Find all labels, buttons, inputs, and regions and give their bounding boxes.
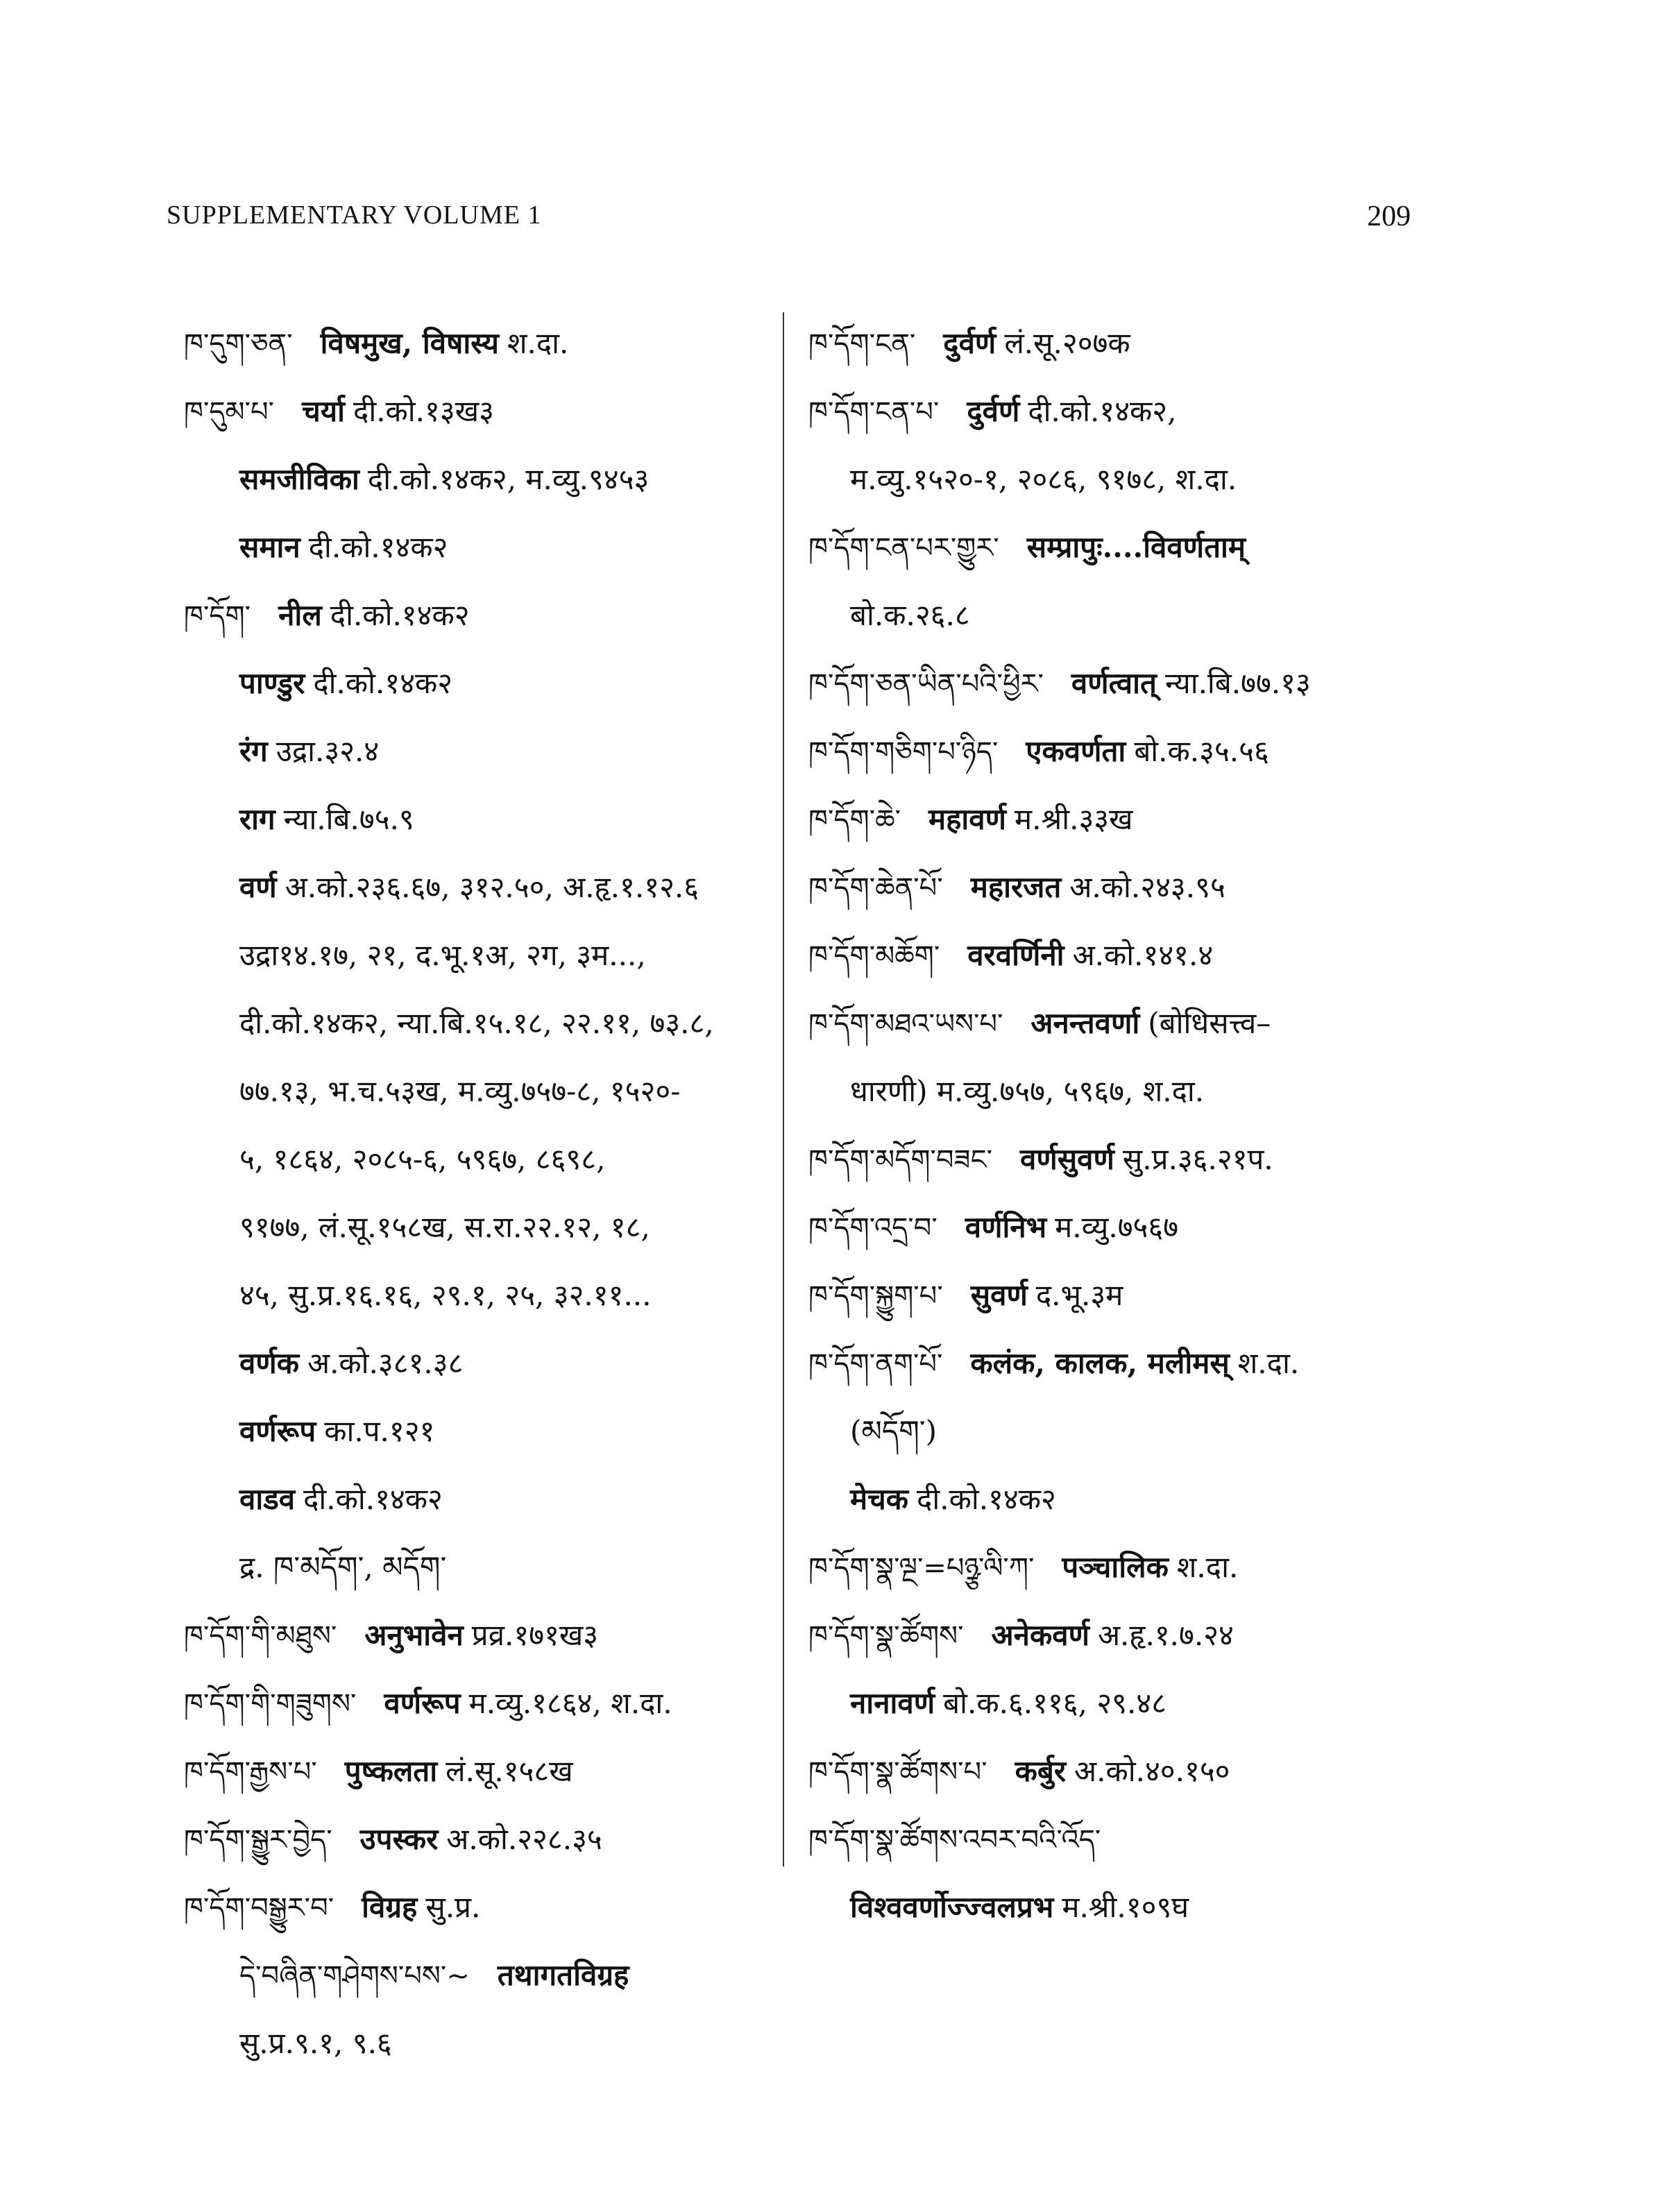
tibetan-headword: ཁ་དུམ་པ་ [184,396,275,428]
sanskrit-equivalent: समजीविका [239,462,359,496]
dictionary-entry [808,1329,1433,1397]
source-reference: उद्रा१४.१७, २१, द.भू.१अ, २ग, ३म..., [239,938,646,972]
source-reference: बो.क.३५.५६ [1134,734,1269,768]
tibetan-headword: ཁ་དོག་ངན་པར་གྱུར་ [808,532,999,564]
running-head: SUPPLEMENTARY VOLUME 1 [167,201,542,230]
tibetan-headword: ཁ་དོག་ཆེན་པོ་ [808,872,943,904]
source-reference: सु.प्र.९.१, ९.६ [239,2026,392,2060]
sanskrit-equivalent: राग [239,802,275,836]
dictionary-entry [808,581,1433,649]
source-reference: न्या.बि.७५.९ [283,802,414,836]
tibetan-headword: ཁ་དོག་གཅིག་པ་ཉིད་ [808,736,999,768]
source-reference: श.दा. [1237,1346,1300,1380]
dictionary-entry [184,1261,774,1329]
source-reference: म.व्यु.१५२०-१, २०८६, ९१७८, श.दा. [850,462,1237,496]
source-reference: अ.को.४०.१५० [1074,1754,1230,1788]
source-reference: दी.को.१४क२, म.व्यु.९४५३ [367,462,650,496]
dictionary-entry [808,989,1433,1057]
source-reference: म.श्री.३३ख [1015,802,1133,836]
sanskrit-equivalent: दुर्वर्ण [967,394,1020,428]
dictionary-entry [808,1261,1433,1329]
source-reference: उद्रा.३२.४ [275,734,380,768]
source-reference: बो.क.२६.८ [850,598,970,632]
tibetan-headword: ཁ་དོག་མཆོག་ [808,940,940,972]
page-number: 209 [1367,201,1411,232]
source-reference: अ.को.२२८.३५ [446,1822,602,1856]
tibetan-headword: ཁ་དོག་བསྒྱུར་བ་ [184,1892,334,1924]
dictionary-entry [808,1805,1433,1873]
sanskrit-equivalent: रंग [239,734,268,768]
dictionary-entry [808,1397,1433,1465]
sanskrit-equivalent: कर्बुर [1015,1754,1067,1788]
dictionary-entry [184,1397,774,1465]
source-reference: (མདོག་) [850,1414,937,1448]
source-reference: अ.को.१४१.४ [1072,938,1214,972]
source-reference: दी.को.१४क२ [330,598,470,632]
source-reference: द.भू.३म [1035,1278,1123,1312]
sanskrit-equivalent: दुर्वर्ण [943,326,996,360]
dictionary-entry [184,445,774,513]
dictionary-entry [184,1601,774,1669]
sanskrit-equivalent: नील [278,598,322,632]
dictionary-entry [808,1601,1433,1669]
sanskrit-equivalent: विश्ववर्णोज्ज्वलप्रभ [850,1890,1054,1924]
sanskrit-equivalent: महारजत [970,870,1062,904]
dictionary-entry [808,649,1433,717]
dictionary-entry [808,377,1433,445]
dictionary-entry [184,1941,774,2009]
dictionary-entry [184,1057,774,1125]
sanskrit-equivalent: वरवर्णिनी [967,938,1064,972]
dictionary-entry [808,1533,1433,1601]
tibetan-headword: ཁ་དོག་སྐྱུག་པ་ [808,1280,943,1312]
sanskrit-equivalent: वर्णरूप [239,1414,316,1448]
tibetan-headword: ཁ་དོག་ནག་པོ་ [808,1348,943,1380]
dictionary-entry [808,921,1433,989]
sanskrit-equivalent: वर्ण [239,870,277,904]
source-reference: द्र. ཁ་མདོག་, མདོག་ [239,1550,447,1584]
tibetan-headword: ཁ་དོག་ཆེ་ [808,804,901,836]
source-reference: दी.को.१४क२ [313,666,453,700]
sanskrit-equivalent: विग्रह [362,1890,418,1924]
source-reference: दी.को.१४क२ [917,1482,1056,1516]
source-reference: ७७.१३, भ.च.५३ख, म.व्यु.७५७-८, १५२०- [239,1074,681,1108]
dictionary-entry [808,785,1433,853]
source-reference: लं.सू.१५८ख [446,1754,573,1788]
dictionary-entry [184,1125,774,1193]
dictionary-entry [808,717,1433,785]
sanskrit-equivalent: सुवर्ण [970,1278,1028,1312]
source-reference: श.दा. [1176,1550,1239,1584]
column-divider [783,312,784,1866]
dictionary-entry [184,377,774,445]
source-reference: दी.को.१४क२, न्या.बि.१५.१८, २२.११, ७३.८, [239,1006,714,1040]
tibetan-headword: ཁ་དོག་གི་མཐུས་ [184,1620,337,1652]
source-reference: अ.को.३८१.३८ [307,1346,464,1380]
source-reference: अ.को.२४३.९५ [1069,870,1225,904]
dictionary-entry [808,445,1433,513]
sanskrit-equivalent: नानावर्ण [850,1686,935,1720]
source-reference: दी.को.१४क२, [1028,394,1177,428]
tibetan-headword: ཁ་དོག་སྒྱུར་བྱེད་ [184,1824,332,1856]
sanskrit-equivalent: सम्प्रापुः....विवर्णताम् [1026,530,1246,564]
source-reference: (बोधिसत्त्व– [1148,1006,1271,1040]
tibetan-headword: ཁ་དོག་སྣ་ཚོགས་འབར་བའི་འོད་ [808,1824,1101,1856]
dictionary-entry [184,1669,774,1737]
dictionary-entry [808,1193,1433,1261]
dictionary-entry [184,989,774,1057]
source-reference: दी.को.१४क२ [308,530,448,564]
sanskrit-equivalent: अनेकवर्ण [991,1618,1089,1652]
dictionary-entry [808,853,1433,921]
tibetan-headword: ཁ་དོག་སྣ་ཚོགས་པ་ [808,1756,987,1788]
tibetan-headword: ཁ་དོག་འདྲ་བ་ [808,1212,937,1244]
dictionary-entry [808,513,1433,581]
source-reference: ४५, सु.प्र.१६.१६, २९.१, २५, ३२.११... [239,1278,652,1312]
tibetan-headword: ཁ་དོག་རྒྱས་པ་ [184,1756,317,1788]
dictionary-entry [184,1805,774,1873]
source-reference: सु.प्र.३६.२१प. [1122,1142,1273,1176]
tibetan-headword: ཁ་དོག་ངན་ [808,328,916,360]
sanskrit-equivalent: वर्णत्वात् [1071,666,1157,700]
source-reference: बो.क.६.११६, २९.४८ [943,1686,1167,1720]
dictionary-entry [808,1669,1433,1737]
dictionary-entry [808,1873,1433,1941]
sanskrit-equivalent: उपस्कर [359,1822,439,1856]
source-reference: धारणी) म.व्यु.७५७, ५९६७, श.दा. [850,1074,1205,1108]
sanskrit-equivalent: एकवर्णता [1026,734,1126,768]
tibetan-headword: ཁ་དོག་ངན་པ་ [808,396,940,428]
dictionary-entry [184,853,774,921]
sanskrit-equivalent: महावर्ण [928,802,1007,836]
sanskrit-equivalent: समान [239,530,300,564]
sanskrit-equivalent: वाडव [239,1482,296,1516]
dictionary-entry [184,1465,774,1533]
source-reference: म.व्यु.७५६७ [1055,1210,1179,1244]
sanskrit-equivalent: मेचक [850,1482,909,1516]
source-reference: ५, १८६४, २०८५-६, ५९६७, ८६९८, [239,1142,606,1176]
sanskrit-equivalent: विषमुख, विषास्य [320,326,499,360]
sanskrit-equivalent: अनन्तवर्णा [1030,1006,1140,1040]
source-reference: सु.प्र. [425,1890,481,1924]
source-reference: श.दा. [507,326,569,360]
source-reference: न्या.बि.७७.१३ [1164,666,1311,700]
sanskrit-equivalent: अनुभावेन [364,1618,464,1652]
source-reference: लं.सू.२०७क [1004,326,1130,360]
source-reference: दी.को.१३ख३ [353,394,494,428]
dictionary-entry [808,1125,1433,1193]
dictionary-entry [808,1057,1433,1125]
dictionary-entry [184,1873,774,1941]
sanskrit-equivalent: पुष्कलता [344,1754,438,1788]
source-reference: अ.हृ.१.७.२४ [1097,1618,1234,1652]
source-reference: म.व्यु.१८६४, श.दा. [468,1686,672,1720]
left-column [184,309,774,2077]
dictionary-entry [184,717,774,785]
source-reference: का.प.१२१ [324,1414,435,1448]
tibetan-headword: ཁ་དོག་སྣ་ཚོགས་ [808,1620,964,1652]
dictionary-entry [184,649,774,717]
sanskrit-equivalent: तथागतविग्रह [497,1958,629,1992]
sanskrit-equivalent: पञ्चालिक [1062,1550,1169,1584]
sanskrit-equivalent: वर्णक [239,1346,299,1380]
tibetan-headword: ཁ་དུག་ཅན་ [184,328,293,360]
dictionary-entry [808,1465,1433,1533]
dictionary-entry [184,1329,774,1397]
tibetan-headword: ཁ་དོག་མདོག་བཟང་ [808,1144,992,1176]
dictionary-entry [808,309,1433,377]
dictionary-entry [184,1533,774,1601]
tibetan-headword: ཁ་དོག་མཐའ་ཡས་པ་ [808,1008,1003,1040]
source-reference: ९१७७, लं.सू.१५८ख, स.रा.२२.१२, १८, [239,1210,650,1244]
tibetan-headword: ཁ་དོག་གི་གཟུགས་ [184,1688,357,1720]
dictionary-entry [808,1737,1433,1805]
source-reference: अ.को.२३६.६७, ३१२.५०, अ.हृ.१.१२.६ [285,870,699,904]
dictionary-entry [184,581,774,649]
right-column [808,309,1433,1941]
sanskrit-equivalent: वर्णनिभ [965,1210,1047,1244]
tibetan-headword: ཁ་དོག་ [184,600,251,632]
source-reference: दी.को.१४क२ [303,1482,443,1516]
tibetan-headword: དེ་བཞིན་གཤེགས་པས་~ [239,1960,470,1992]
sanskrit-equivalent: वर्णरूप [384,1686,461,1720]
source-reference: प्रव्र.१७१ख३ [471,1618,599,1652]
sanskrit-equivalent: कलंक, कालक, मलीमस् [970,1346,1230,1380]
sanskrit-equivalent: पाण्डुर [239,666,305,700]
dictionary-entry [184,1737,774,1805]
tibetan-headword: ཁ་དོག་ཅན་ཡིན་པའི་ཕྱིར་ [808,668,1044,700]
tibetan-headword: ཁ་དོག་སྣ་ལྔ་=པཉྩ་ལི་ཀ་ [808,1552,1035,1584]
dictionary-entry [184,309,774,377]
dictionary-entry [184,2009,774,2077]
dictionary-entry [184,921,774,989]
dictionary-entry [184,785,774,853]
dictionary-entry [184,513,774,581]
source-reference: म.श्री.१०९घ [1062,1890,1189,1924]
dictionary-entry [184,1193,774,1261]
sanskrit-equivalent: वर्णसुवर्ण [1020,1142,1114,1176]
sanskrit-equivalent: चर्या [302,394,346,428]
